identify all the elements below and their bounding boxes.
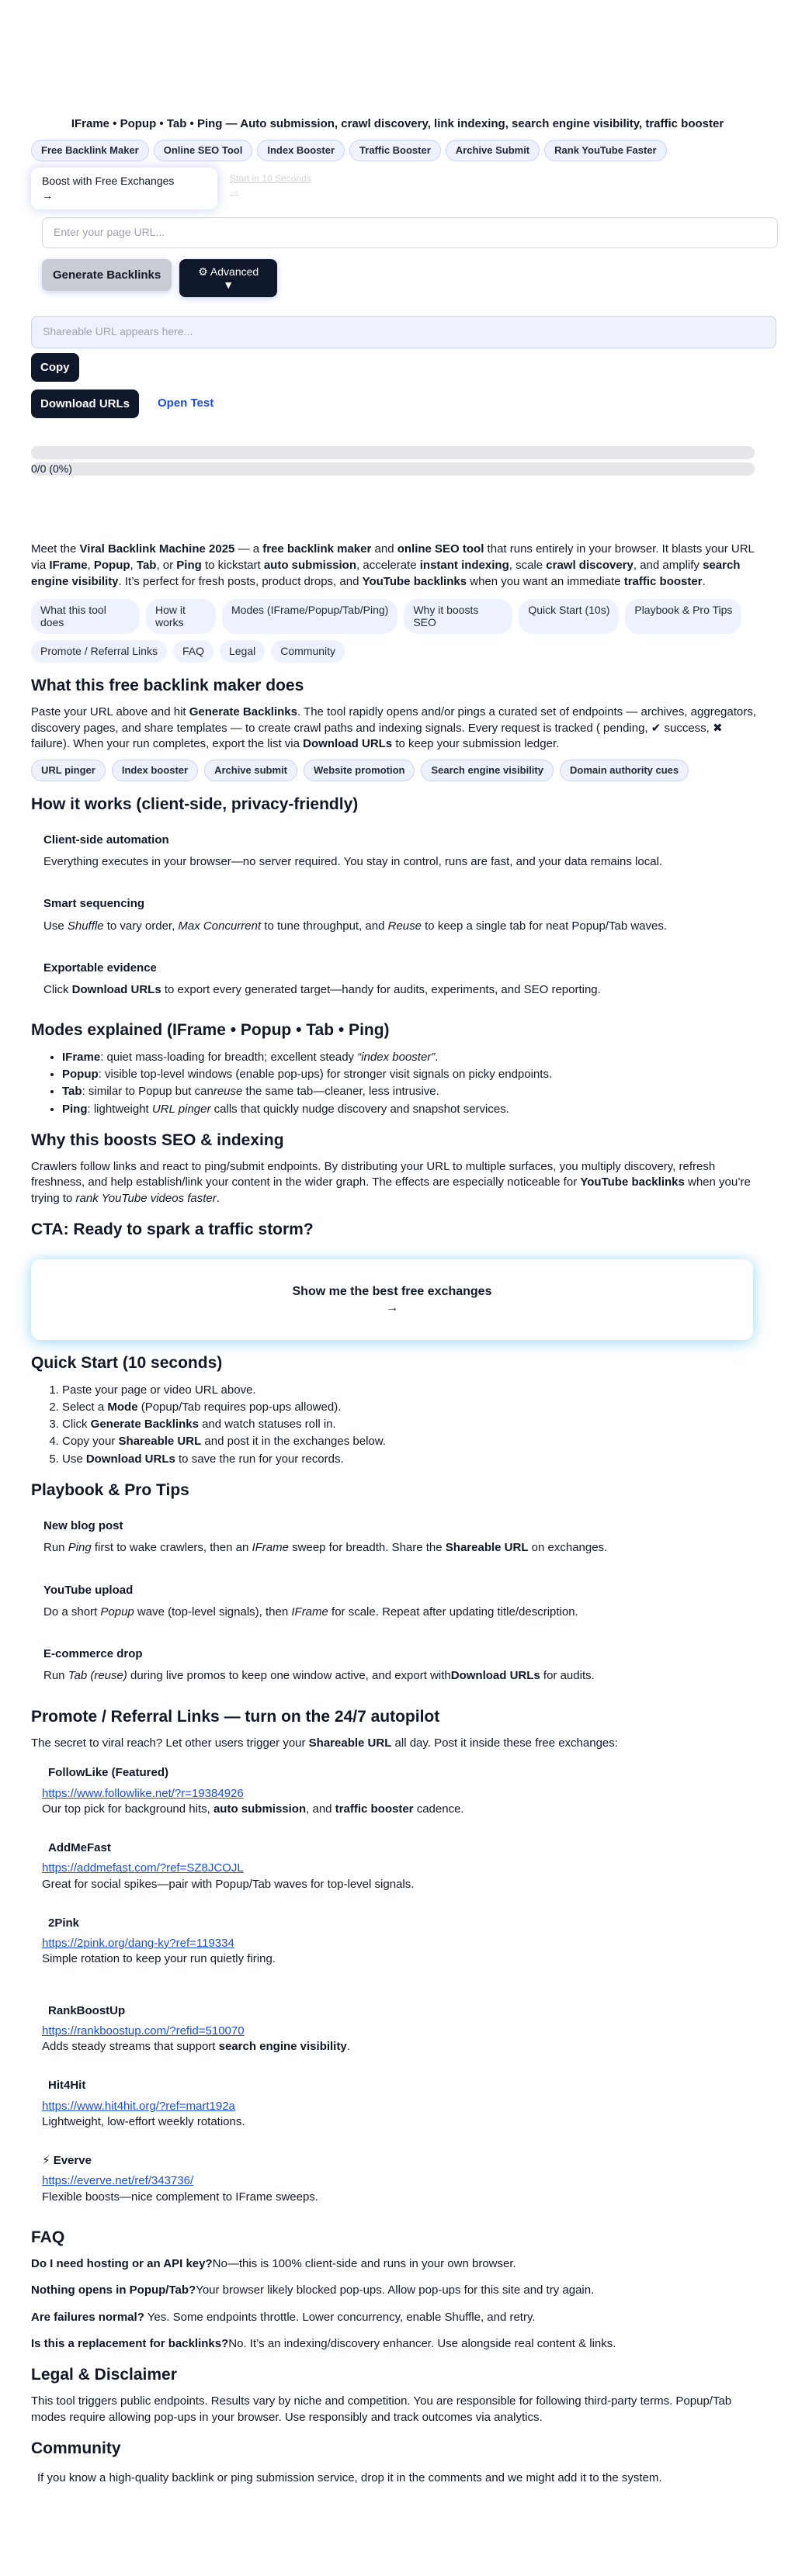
faq-item: Is this a replacement for backlinks?No. It’s an indexing/discovery enhancer. Use alongside real content & links.: [31, 2336, 616, 2350]
section-heading: How it works (client-side, privacy-friendly): [31, 795, 359, 813]
table-of-contents: [31, 599, 769, 663]
section-heading: What this free backlink maker does: [31, 676, 304, 694]
progress-text: 0/0 (0%): [31, 462, 755, 476]
shareable-url-field[interactable]: Shareable URL appears here...: [31, 316, 776, 348]
section-heading: Legal & Disclaimer: [31, 2366, 177, 2384]
copy-button[interactable]: Copy: [31, 353, 79, 382]
cta-label: Show me the best free exchanges: [292, 1284, 492, 1298]
section-heading: Community: [31, 2439, 121, 2457]
arrow-right-icon: →: [230, 185, 239, 196]
modes-list: [31, 1050, 764, 1117]
nav-pill[interactable]: Online SEO Tool: [154, 140, 253, 161]
keyword-pill: Archive submit: [204, 760, 297, 781]
tip-card: YouTube upload Do a short Popup wave (top-level signals), then IFrame for scale. Repeat after updating title/description.: [43, 1583, 578, 1619]
toc-link[interactable]: Why it boosts SEO: [404, 599, 512, 635]
tip-card: E-commerce drop Run Tab (reuse) during live promos to keep one window active, and export withDownload URLs for audits.: [43, 1647, 595, 1683]
keyword-pills: [31, 760, 764, 781]
exchange-item: RankBoostUp https://rankboostup.com/?refid=510070 Adds steady streams that support search engine visibility.: [31, 2000, 764, 2065]
chevron-down-icon: ▼: [223, 278, 234, 291]
feature-card: Client-side automation Everything executes in your browser—no server required. You stay in control, runs are fast, and your data remains local.: [43, 833, 663, 869]
faq-item: Do I need hosting or an API key?No—this is 100% client-side and runs in your own browser.: [31, 2257, 516, 2271]
faq-item: Are failures normal? Yes. Some endpoints throttle. Lower concurrency, enable Shuffle, and retry.: [31, 2310, 536, 2324]
section-heading: Why this boosts SEO & indexing: [31, 1130, 284, 1149]
toc-link[interactable]: Legal: [220, 640, 265, 663]
list-item: 1. Paste your page or video URL above.: [62, 1383, 764, 1398]
intro-paragraph: Meet the Viral Backlink Machine 2025 — a free backlink maker and online SEO tool that runs entirely in your browser. It blasts your URL via IFrame, Popup, Tab, or Ping to kickstart auto submission, accelerate instant indexing, scale crawl discovery, and amplify search engine visibility. It’s perfect for fresh posts, product drops, and YouTube backlinks when you want an immediate traffic booster.: [31, 542, 755, 588]
advanced-label: ⚙ Advanced: [198, 265, 259, 278]
start-label: Start in 10 Seconds: [230, 172, 311, 184]
referral-link[interactable]: https://www.hit4hit.org/?ref=mart192a: [42, 2099, 235, 2113]
exchange-item: Hit4Hit https://www.hit4hit.org/?ref=mart192a Lightweight, low-effort weekly rotations.: [31, 2075, 764, 2139]
nav-pill[interactable]: Traffic Booster: [349, 140, 441, 161]
exchange-item: AddMeFast https://addmefast.com/?ref=SZ8JCOJL Great for social spikes—pair with Popup/Tab waves for top-level signals.: [31, 1837, 764, 1902]
section-heading: Playbook & Pro Tips: [31, 1480, 189, 1499]
start-link[interactable]: [230, 172, 311, 197]
feature-card: Exportable evidence Click Download URLs to export every generated target—handy for audits, experiments, and SEO reporting.: [43, 961, 601, 997]
referral-link[interactable]: https://everve.net/ref/343736/: [42, 2174, 194, 2188]
exchange-item: ⚡ Everve https://everve.net/ref/343736/ Flexible boosts—nice complement to IFrame sweeps.: [31, 2150, 764, 2214]
referral-link[interactable]: https://rankboostup.com/?refid=510070: [42, 2024, 245, 2038]
toc-link[interactable]: What this tool does: [31, 599, 140, 635]
download-urls-button[interactable]: Download URLs: [31, 390, 139, 418]
keyword-pill: Index booster: [112, 760, 198, 781]
toc-link[interactable]: Promote / Referral Links: [31, 640, 167, 663]
boost-exchanges-button[interactable]: [31, 168, 217, 209]
keyword-pill: URL pinger: [31, 760, 106, 781]
nav-pill[interactable]: Archive Submit: [446, 140, 540, 161]
arrow-right-icon: →: [42, 189, 53, 202]
exchange-item: FollowLike (Featured) https://www.followlike.net/?r=19384926 Our top pick for background hits, auto submission, and traffic booster cadence.: [31, 1762, 764, 1826]
what-paragraph: Paste your URL above and hit Generate Backlinks. The tool rapidly opens and/or pings a curated set of endpoints — archives, aggregators, discovery pages, and share templates — to create crawl paths and indexing signals. Every request is tracked ( pending, ✔ success, ✖ failure). When your run completes, export the list via Download URLs to keep your submission ledger.: [31, 705, 756, 750]
list-item: 5. Use Download URLs to save the run for your records.: [62, 1452, 764, 1467]
list-item: • Popup: visible top-level windows (enable pop-ups) for stronger visit signals on picky endpoints.: [62, 1067, 764, 1082]
progress-bar: [31, 446, 755, 459]
keyword-pill: Domain authority cues: [560, 760, 689, 781]
advanced-button[interactable]: [179, 259, 277, 297]
promote-intro: The secret to viral reach? Let other users trigger your Shareable URL all day. Post it inside these free exchanges:: [31, 1736, 618, 1750]
list-item: • Ping: lightweight URL pinger calls that quickly nudge discovery and snapshot services.: [62, 1102, 764, 1117]
list-item: • Tab: similar to Popup but canreuse the same tab—cleaner, less intrusive.: [62, 1084, 764, 1099]
tip-card: New blog post Run Ping first to wake crawlers, then an IFrame sweep for breadth. Share the Shareable URL on exchanges.: [43, 1519, 608, 1555]
list-item: 2. Select a Mode (Popup/Tab requires pop-ups allowed).: [62, 1400, 764, 1415]
url-input[interactable]: Enter your page URL...: [42, 217, 778, 248]
list-item: • IFrame: quiet mass-loading for breadth; excellent steady “index booster”.: [62, 1050, 764, 1065]
faq-item: Nothing opens in Popup/Tab?Your browser likely blocked pop-ups. Allow pop-ups for this site and try again.: [31, 2283, 595, 2297]
referral-link[interactable]: https://2pink.org/dang-ky?ref=119334: [42, 1937, 234, 1951]
section-heading: FAQ: [31, 2228, 65, 2246]
community-text: If you know a high-quality backlink or ping submission service, drop it in the comments and we might add it to the system.: [37, 2471, 662, 2485]
nav-pill[interactable]: Index Booster: [257, 140, 345, 161]
keyword-pill: Search engine visibility: [421, 760, 554, 781]
open-test-link[interactable]: Open Test: [158, 396, 214, 410]
section-heading: Promote / Referral Links — turn on the 24/7 autopilot: [31, 1707, 440, 1726]
why-paragraph: Crawlers follow links and react to ping/submit endpoints. By distributing your URL to multiple surfaces, you multiply discovery, refresh freshness, and help establish/link your content in the wider graph. The effects are especially noticeable for YouTube backlinks when you’re trying to rank YouTube videos faster.: [31, 1160, 751, 1205]
section-heading: Quick Start (10 seconds): [31, 1354, 223, 1373]
toc-link[interactable]: Modes (IFrame/Popup/Tab/Ping): [222, 599, 398, 635]
toc-link[interactable]: FAQ: [173, 640, 214, 663]
keyword-pill: Website promotion: [304, 760, 415, 781]
legal-text: This tool triggers public endpoints. Results vary by niche and competition. You are responsible for following third-party terms. Popup/Tab modes require allowing pop-ups in your browser. Use responsibly and track outcomes via analytics.: [31, 2394, 732, 2424]
toc-link[interactable]: Playbook & Pro Tips: [625, 599, 741, 635]
nav-pill[interactable]: Free Backlink Maker: [31, 140, 149, 161]
list-item: 4. Copy your Shareable URL and post it in the exchanges below.: [62, 1434, 764, 1449]
list-item: 3. Click Generate Backlinks and watch statuses roll in.: [62, 1417, 764, 1432]
toc-link[interactable]: Quick Start (10s): [519, 599, 619, 635]
boost-label: Boost with Free Exchanges: [42, 174, 175, 187]
best-exchanges-button[interactable]: [31, 1259, 753, 1340]
nav-pill[interactable]: Rank YouTube Faster: [544, 140, 666, 161]
referral-link[interactable]: https://www.followlike.net/?r=19384926: [42, 1786, 244, 1800]
page-title: IFrame • Popup • Tab • Ping — Auto submission, crawl discovery, link indexing, search engine visibility, traffic booster: [71, 117, 724, 130]
toc-link[interactable]: Community: [271, 640, 345, 663]
toc-link[interactable]: How it works: [146, 599, 216, 635]
section-heading: CTA: Ready to spark a traffic storm?: [31, 1220, 314, 1238]
exchange-item: 2Pink https://2pink.org/dang-ky?ref=119334 Simple rotation to keep your run quietly firing.: [31, 1913, 764, 1977]
generate-backlinks-button[interactable]: Generate Backlinks: [42, 259, 172, 291]
section-heading: Modes explained (IFrame • Popup • Tab • Ping): [31, 1021, 390, 1040]
referral-link[interactable]: https://addmefast.com/?ref=SZ8JCOJL: [42, 1861, 244, 1875]
quick-start-list: [31, 1383, 764, 1467]
arrow-right-icon: →: [386, 1301, 398, 1315]
nav-pills: [31, 140, 764, 161]
feature-card: Smart sequencing Use Shuffle to vary order, Max Concurrent to tune throughput, and Reuse to keep a single tab for neat Popup/Tab waves.: [43, 897, 668, 933]
